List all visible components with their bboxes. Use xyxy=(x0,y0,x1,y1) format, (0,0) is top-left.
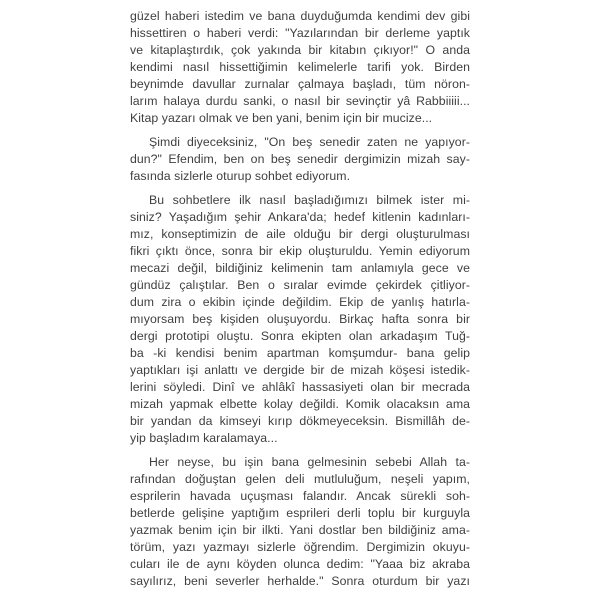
paragraph xyxy=(130,192,470,447)
text-line-content: ba -ki kendisi benim apartman komşumdur- bana gelip xyxy=(130,346,470,360)
text-line-content: Şimdi diyeceksiniz, "On beş senedir zaten ne yapıyor- xyxy=(149,135,470,149)
text-line xyxy=(130,134,470,151)
text-line-content: sayılırız, beni severler herhalde." Sonra oturdum bir yazı xyxy=(130,574,470,588)
text-line xyxy=(130,471,470,488)
paragraph xyxy=(130,454,470,590)
text-line-content: beynimde davullar zurnalar çalmaya başladı, tüm nöron- xyxy=(130,77,470,91)
text-line-content: gündüz çalıştılar. Ben o sıralar evimde çekirdek çitliyor- xyxy=(130,278,470,292)
text-line xyxy=(130,539,470,556)
text-line xyxy=(130,168,470,185)
text-line-content: törüm, yazı yazmayı sizlerle öğrendim. Dergimizin okuyu- xyxy=(130,540,470,554)
text-line-content: yip başladım karalamaya... xyxy=(130,431,278,445)
text-line-content: ve kitaplaştırdık, çok yakında bir kitabın çıkıyor!" O anda xyxy=(130,43,470,57)
text-line-content: fikri çıktı önce, sonra bir ekip oluşturuldu. Yemin ediyorum xyxy=(130,244,470,258)
text-line xyxy=(130,243,470,260)
text-line xyxy=(130,345,470,362)
text-line xyxy=(130,556,470,573)
text-line xyxy=(130,260,470,277)
text-line xyxy=(130,362,470,379)
text-line-content: mizah yapmak elbette kolay değildi. Komik olacaksın ama xyxy=(130,397,470,411)
page-text-block xyxy=(130,8,470,590)
text-line-content: yazmak benim için bir ilkti. Yani dostlar ben bildiğiniz ama- xyxy=(130,523,470,537)
text-line xyxy=(130,42,470,59)
text-line-content: cuları ile de aynı köyden olunca dedim: "Yaaa biz akraba xyxy=(130,557,470,571)
text-line-content: mecazi değil, bildiğiniz kelimenin tam anlamıyla gece ve xyxy=(130,261,470,275)
text-line-content: larım halaya durdu sanki, o nasıl bir sevinçtir yâ Rabbiiiii... xyxy=(130,94,470,108)
text-line-content: bir yandan da kimseyi kırıp dökmeyeceksin. Bismillâh de- xyxy=(130,414,470,428)
text-line xyxy=(130,25,470,42)
text-line xyxy=(130,110,470,127)
text-line xyxy=(130,488,470,505)
text-line xyxy=(130,396,470,413)
text-line-content: betlerde gelişine yaptığım esprileri derli toplu bir kurguyla xyxy=(130,506,470,520)
text-line-content: yaptıkları işi anlattı ve dergide bir de mizah köşesi istedik- xyxy=(130,363,470,377)
text-line-content: siniz? Yaşadığım şehir Ankara'da; hedef kitlenin kadınları- xyxy=(130,210,470,224)
text-line-content: mıyorsam beş kişiden oluşuyordu. Birkaç hafta sonra bir xyxy=(130,312,470,326)
text-line xyxy=(130,8,470,25)
text-line xyxy=(130,505,470,522)
text-line-content: hissettiren o haberi verdi: "Yazılarından bir derleme yaptık xyxy=(130,26,470,40)
text-line xyxy=(130,413,470,430)
text-line-content: dum zira o ekibin içinde değildim. Ekip de yanlış hatırla- xyxy=(130,295,470,309)
text-line xyxy=(130,430,470,447)
text-line-content: dun?" Efendim, ben on beş senedir dergimizin mizah say- xyxy=(130,152,470,166)
text-line xyxy=(130,93,470,110)
text-line xyxy=(130,76,470,93)
text-line-content: mız, konseptimizin de aile olduğu bir dergi oluşturulması xyxy=(130,227,470,241)
text-line-content: Kitap yazarı olmak ve ben yani, benim için bir mucize... xyxy=(130,111,433,125)
text-line xyxy=(130,573,470,590)
text-line-content: Her neyse, bu işin bana gelmesinin sebebi Allah ta- xyxy=(149,455,470,469)
text-line xyxy=(130,151,470,168)
text-line xyxy=(130,522,470,539)
text-line xyxy=(130,328,470,345)
text-line xyxy=(130,192,470,209)
text-line xyxy=(130,209,470,226)
text-line-content: dergi prototipi oluştu. Sonra ekipten olan arkadaşım Tuğ- xyxy=(130,329,470,343)
paragraph xyxy=(130,134,470,185)
text-line-content: kendimi nasıl hissettiğimin kelimelerle tarifi yok. Birden xyxy=(130,60,470,74)
text-line xyxy=(130,294,470,311)
text-line xyxy=(130,454,470,471)
text-line-content: esprilerin havada uçuşması falandır. Ancak sürekli soh- xyxy=(130,489,470,503)
text-line xyxy=(130,59,470,76)
text-line-content: fasında sizlerle oturup sohbet ediyorum. xyxy=(130,169,351,183)
paragraph xyxy=(130,8,470,127)
text-line-content: lerini söyledi. Dinî ve ahlâkî hassasiyeti olan bir mecrada xyxy=(130,380,470,394)
text-line-content: güzel haberi istedim ve bana duyduğumda kendimi dev gibi xyxy=(130,9,470,23)
text-line xyxy=(130,226,470,243)
text-line-content: rafından doğuştan gelen deli mutluluğum, neşeli yapım, xyxy=(130,472,470,486)
text-line xyxy=(130,311,470,328)
text-line xyxy=(130,277,470,294)
text-line xyxy=(130,379,470,396)
text-line-content: Bu sohbetlere ilk nasıl başladığımızı bilmek ister mi- xyxy=(149,193,470,207)
